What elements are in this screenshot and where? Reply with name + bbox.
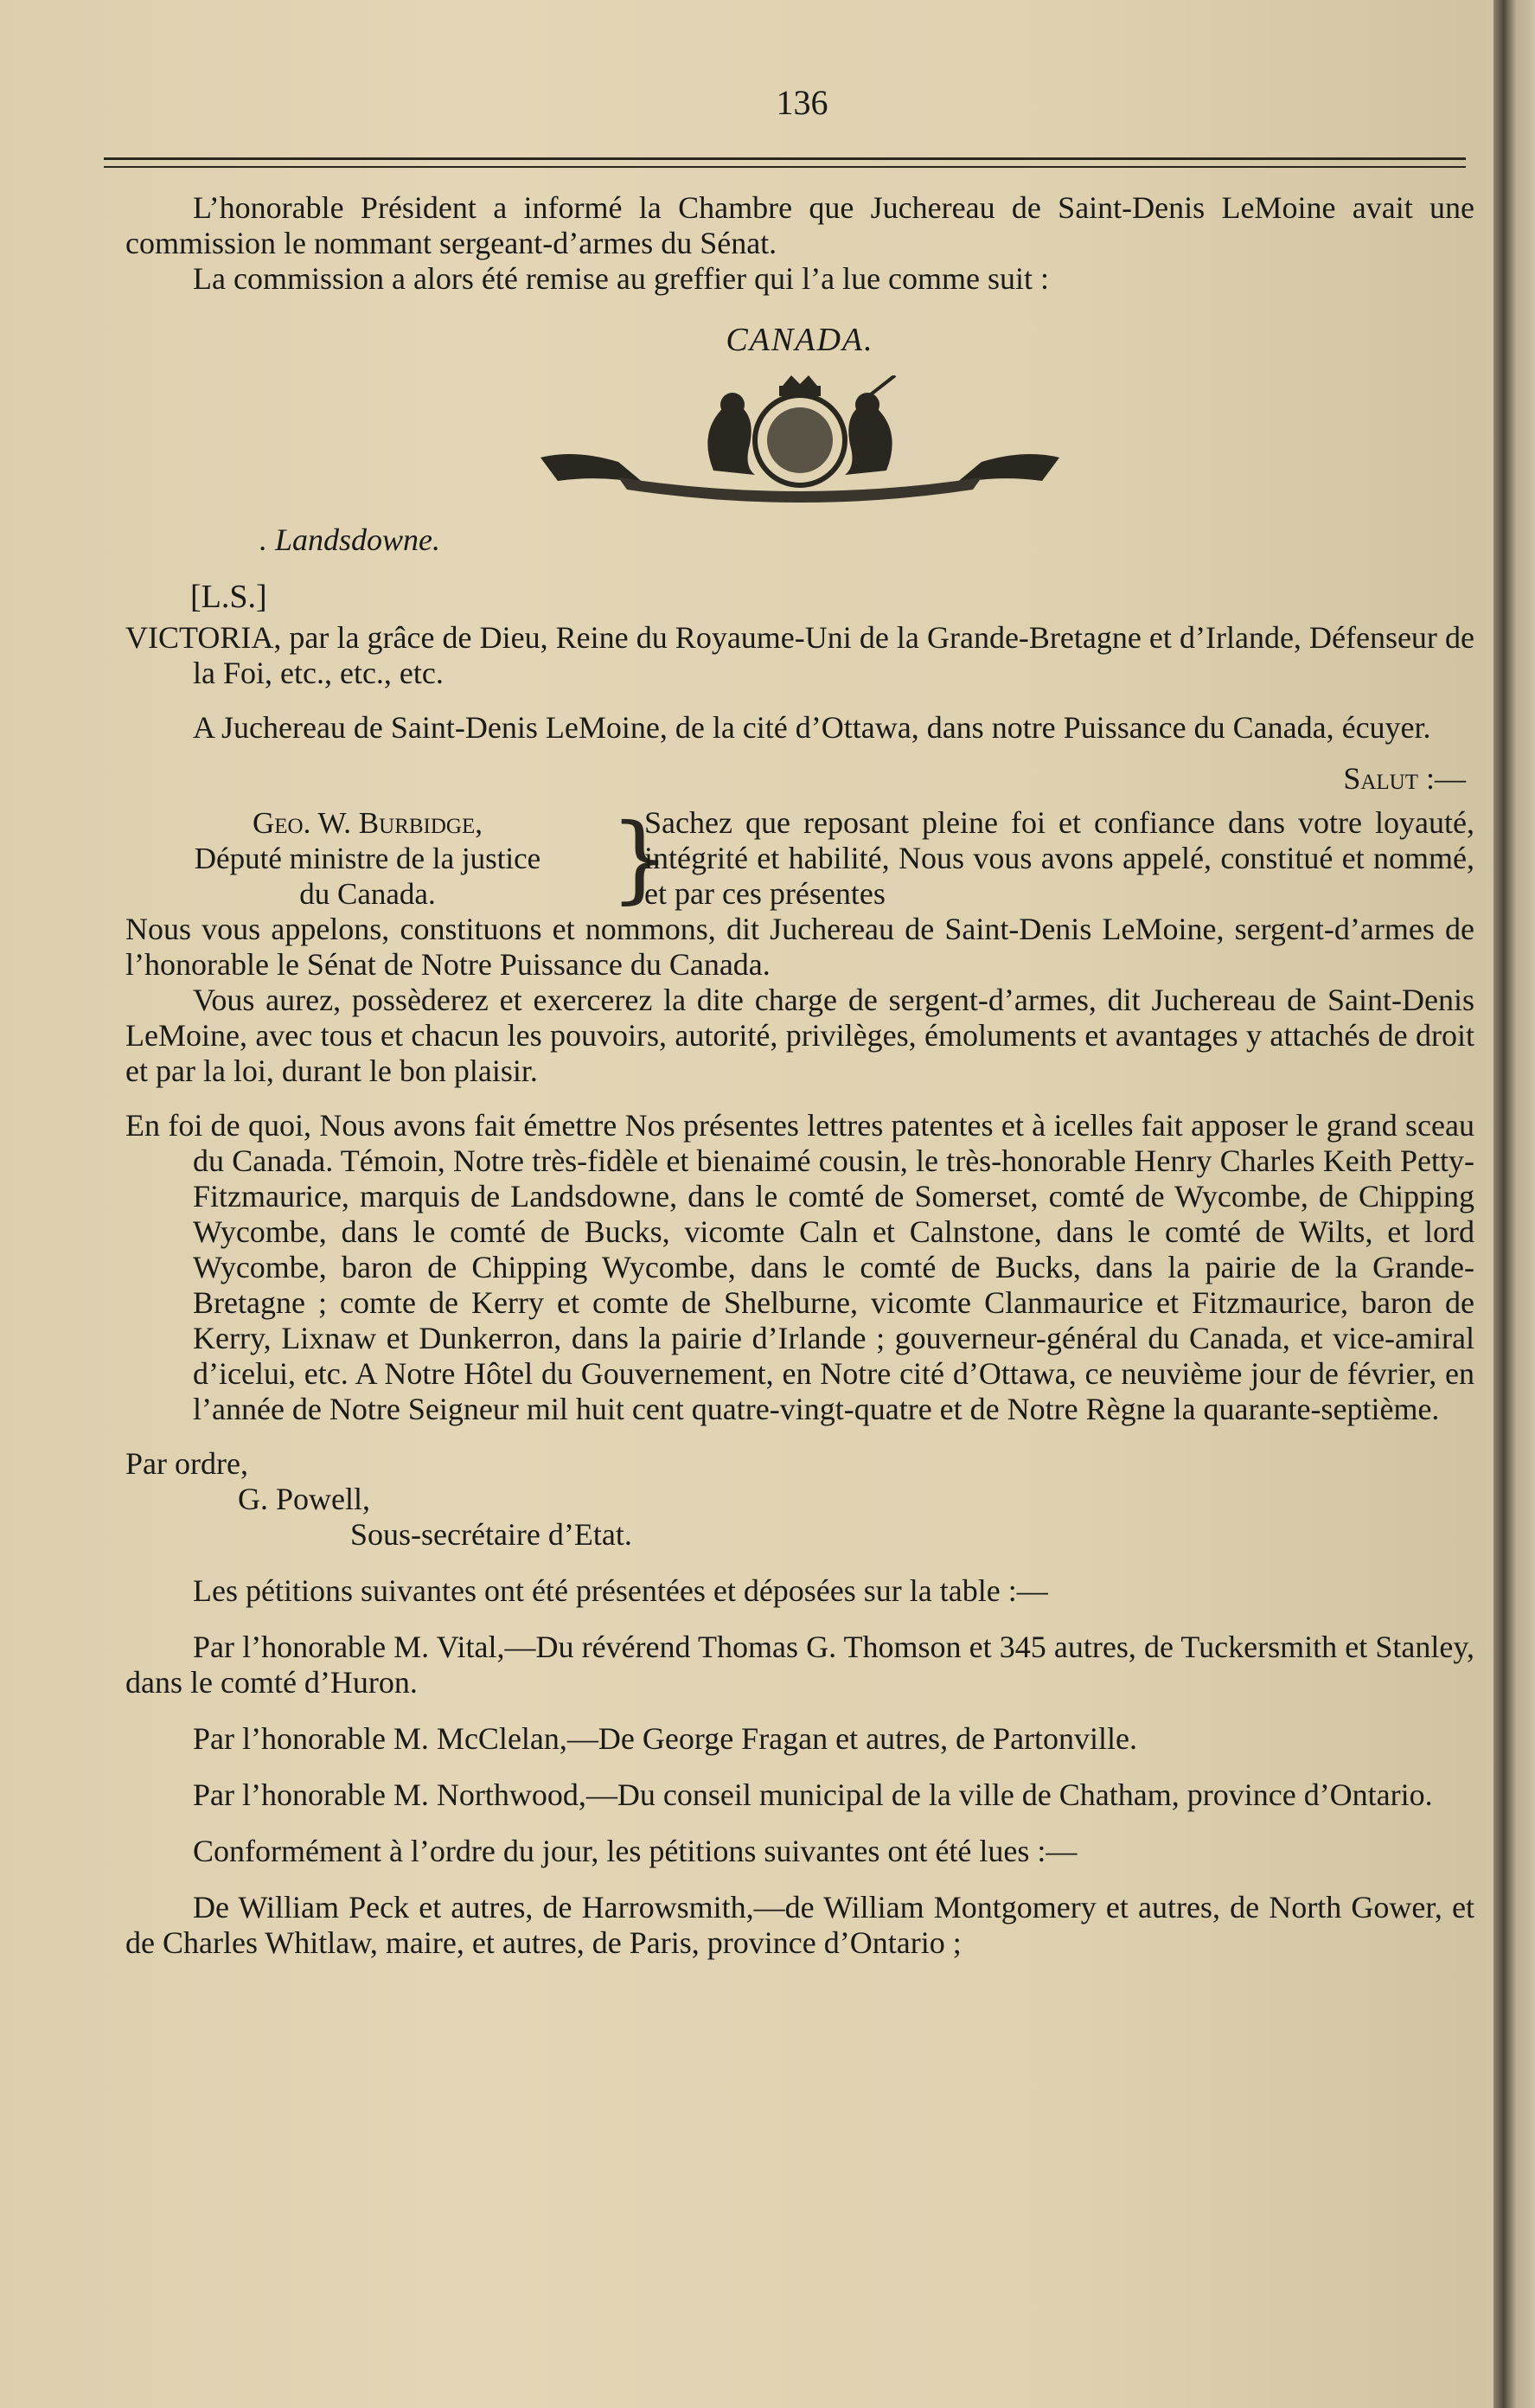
- deputy-title: Député ministre de la justice: [194, 842, 541, 875]
- page-binding-edge: [1493, 0, 1535, 2408]
- par-ordre: Par ordre,: [125, 1446, 248, 1481]
- coat-of-arms-icon: [523, 375, 1077, 505]
- canada-heading: CANADA.: [726, 322, 874, 358]
- paragraph-address: A Juchereau de Saint-Denis LeMoine, de la cité d’Ottawa, dans notre Puissance du Canada, écuyer.: [193, 710, 1431, 745]
- petition-vital: Par l’honorable M. Vital,—Du révérend Thomas G. Thomson et 345 autres, de Tuckersmith et Stanley, dans le comté d’Huron.: [125, 1630, 1474, 1700]
- paragraph-president: L’honorable Président a informé la Chambre que Juchereau de Saint-Denis LeMoine avait une commission le nommant sergeant-d’armes du Sénat.: [125, 190, 1474, 260]
- deputy-minister-signature: [125, 805, 610, 912]
- header-rule-thin: [104, 166, 1466, 168]
- petitions-read-heading: Conformément à l’ordre du jour, les pétitions suivantes ont été lues :—: [193, 1834, 1078, 1868]
- deputy-name: Geo. W. Burbidge,: [253, 806, 483, 840]
- seal-mark: [L.S.]: [190, 579, 267, 615]
- sachez-text: Sachez que reposant pleine foi et confiance dans votre loyauté, intégrité et habilité, Nous vous avons appelé, constitué et nommé, et par ces présentes: [644, 805, 1474, 911]
- petition-peck: De William Peck et autres, de Harrowsmith,—de William Montgomery et autres, de North Gower, et de Charles Whitlaw, maire, et autres, de Paris, province d’Ontario ;: [125, 1890, 1474, 1960]
- header-rule: [104, 157, 1466, 160]
- page-body: [125, 190, 1474, 1961]
- sachez-block: [125, 805, 1474, 912]
- petition-mcclelan: Par l’honorable M. McClelan,—De George Fragan et autres, de Partonville.: [193, 1721, 1138, 1756]
- paragraph-victoria: VICTORIA, par la grâce de Dieu, Reine du Royaume-Uni de la Grande-Bretagne et d’Irlande, Défenseur de la Foi, etc., etc., etc.: [125, 620, 1474, 690]
- deputy-country: du Canada.: [299, 877, 436, 911]
- signature-landsdowne: . Landsdowne.: [259, 522, 441, 557]
- paragraph-vous-aurez: Vous aurez, possèderez et exercerez la dite charge de sergent-d’armes, dit Juchereau de Saint-Denis LeMoine, avec tous et chacun les pouvoirs, autorité, privilèges, émoluments et avantages y attachés de droit et par la loi, durant le bon plaisir.: [125, 983, 1474, 1088]
- paragraph-appointment: Nous vous appelons, constituons et nommons, dit Juchereau de Saint-Denis LeMoine, sergent-d’armes de l’honorable le Sénat de Notre Puissance du Canada.: [125, 912, 1474, 982]
- page-number: 136: [776, 83, 828, 122]
- salutation: Salut :—: [1343, 761, 1466, 796]
- petition-northwood: Par l’honorable M. Northwood,—Du conseil municipal de la ville de Chatham, province d’Ontario.: [193, 1777, 1433, 1812]
- signatory-powell: G. Powell,: [238, 1482, 370, 1516]
- en-foi-text: En foi de quoi, Nous avons fait émettre Nos présentes lettres patentes et à icelles fait apposer le grand sceau du Canada. Témoin, Notre très-fidèle et bienaimé cousin, le très-honorable Henry Charles Keith Petty-Fitzmaurice, marquis de Landsdowne, dans le comté de Somerset, comté de Wycombe, de Chipping Wycombe, dans le comté de Bucks, vicomte Caln et Calnstone, dans le comté de Wilts, et lord Wycombe, baron de Chipping Wycombe, dans le comté de Bucks, dans la pairie de la Grande-Bretagne ; comte de Kerry et comte de Shelburne, vicomte Clanmaurice et Fitzmaurice, baron de Kerry, Lixnaw et Dunkerron, dans la pairie d’Irlande ; gouverneur-général du Canada, et vice-amiral d’icelui, etc. A Notre Hôtel du Gouvernement, en Notre cité d’Ottawa, ce neuvième jour de février, en l’année de Notre Seigneur mil huit cent quatre-vingt-quatre et de Notre Règne la quarante-septième.: [125, 1108, 1474, 1426]
- en-foi-block: [125, 1108, 1474, 1427]
- signatory-title: Sous-secrétaire d’Etat.: [350, 1517, 632, 1552]
- coat-of-arms: [125, 375, 1474, 505]
- paragraph-commission: La commission a alors été remise au greffier qui l’a lue comme suit :: [193, 261, 1050, 296]
- petitions-presented-heading: Les pétitions suivantes ont été présentées et déposées sur la table :—: [193, 1573, 1048, 1608]
- brace-symbol: }: [610, 803, 670, 913]
